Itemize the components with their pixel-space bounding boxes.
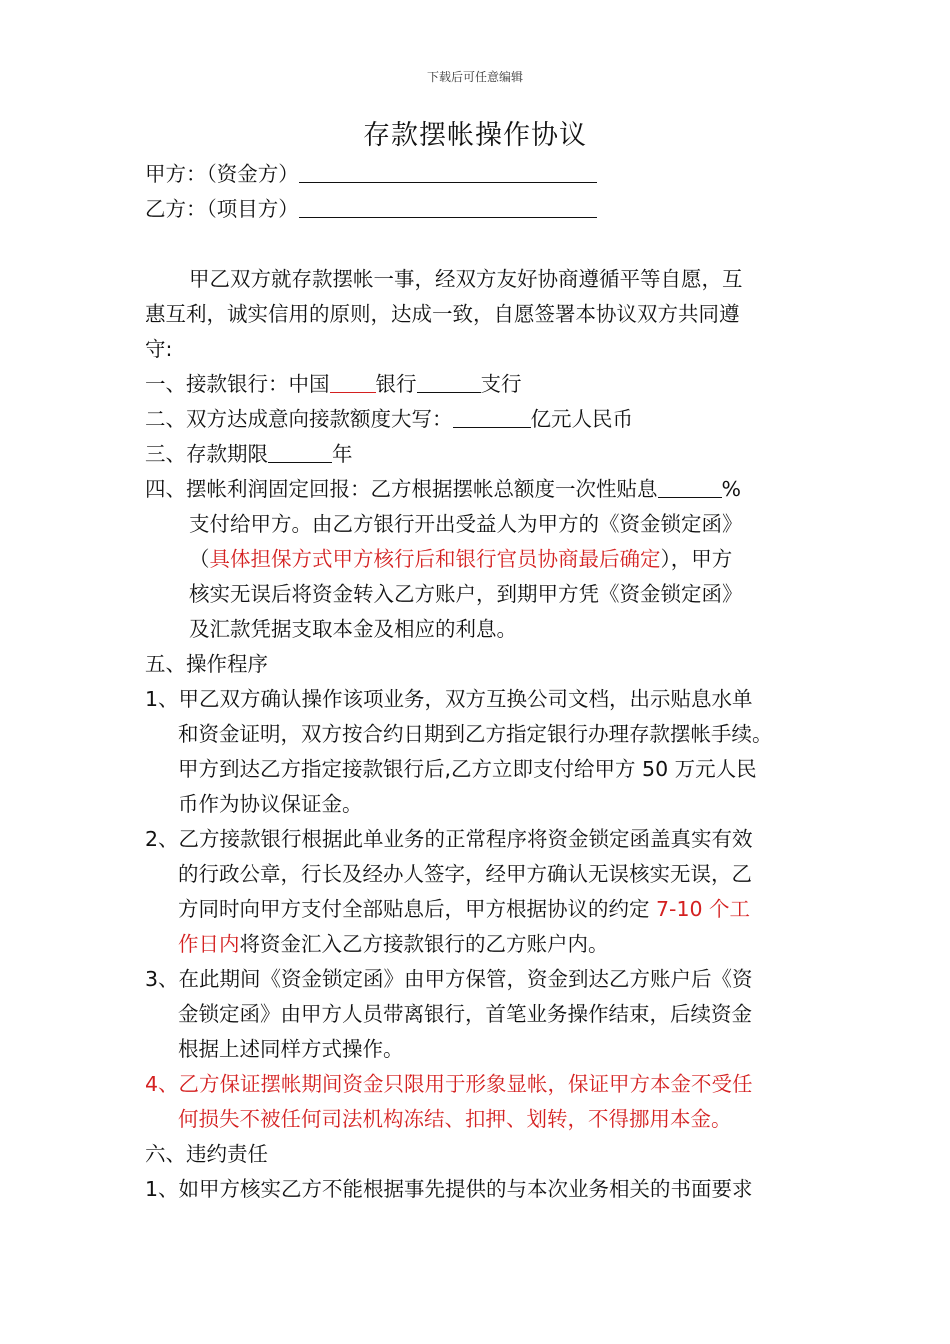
item-1-suffix: 支行	[480, 372, 522, 396]
item-1-mid: 银行	[375, 372, 417, 396]
s5-p2-line-2: 的行政公章，行长及经办人签字，经甲方确认无误核实无误，乙	[178, 862, 752, 886]
item-1-branch-blank	[417, 368, 481, 393]
s5-p3-line-1: 3、在此期间《资金锁定函》由甲方保管，资金到达乙方账户后《资	[145, 967, 753, 991]
item-4-percent: %	[721, 477, 741, 501]
s5-p2-text-cont: 将资金汇入乙方接款银行的乙方账户内。	[239, 932, 609, 956]
s5-p2-line-4	[145, 927, 815, 962]
party-b-line	[145, 192, 815, 227]
item-2-suffix: 亿元人民币	[530, 407, 633, 431]
s5-p2-text: 方同时向甲方支付全部贴息后，甲方根据协议的约定	[178, 897, 657, 921]
item-3-term	[145, 437, 815, 472]
s5-p4-line-1: 4、乙方保证摆帐期间资金只限用于形象显帐，保证甲方本金不受任	[145, 1072, 753, 1096]
party-b-blank	[299, 193, 597, 218]
item-2-amount	[145, 402, 815, 437]
intro-line-3: 守:	[145, 337, 173, 361]
section-6-heading: 六、违约责任	[145, 1142, 268, 1166]
s5-p1-line-4: 币作为协议保证金。	[178, 792, 363, 816]
document-body	[145, 157, 815, 1207]
paren-close: ），甲方	[660, 547, 733, 571]
s5-p1-line-2: 和资金证明，双方按合约日期到乙方指定银行办理存款摆帐手续。	[178, 722, 773, 746]
party-a-blank	[299, 158, 597, 183]
paren-open: （	[189, 547, 210, 571]
item-4-line-2: 支付给甲方。由乙方银行开出受益人为甲方的《资金锁定函》	[189, 512, 743, 536]
intro-line-1: 甲乙双方就存款摆帐一事，经双方友好协商遵循平等自愿，互	[189, 267, 743, 291]
item-2-prefix: 二、双方达成意向接款额度大写：	[145, 407, 453, 431]
item-3-blank	[268, 438, 332, 463]
item-4-percent-blank	[658, 473, 722, 498]
guarantee-note: 具体担保方式甲方核行后和银行官员协商最后确定	[209, 547, 661, 571]
s5-p4-line-2: 何损失不被任何司法机构冻结、扣押、划转，不得挪用本金。	[178, 1107, 732, 1131]
s5-p2-line-3	[145, 892, 815, 927]
item-2-blank	[453, 403, 531, 428]
header-note: 下载后可任意编辑	[426, 70, 523, 84]
party-b-label: 乙方：（项目方）	[145, 197, 299, 221]
s5-p3-line-2: 金锁定函》由甲方人员带离银行，首笔业务操作结束，后续资金	[178, 1002, 752, 1026]
spacer	[145, 227, 815, 262]
s5-p2-line-1: 2、乙方接款银行根据此单业务的正常程序将资金锁定函盖真实有效	[145, 827, 753, 851]
item-4-line-4: 核实无误后将资金转入乙方账户，到期甲方凭《资金锁定函》	[189, 582, 743, 606]
section-5-heading: 五、操作程序	[145, 652, 268, 676]
item-3-suffix: 年	[332, 442, 353, 466]
party-a-label: 甲方：（资金方）	[145, 162, 299, 186]
s5-p1-line-1: 1、甲乙双方确认操作该项业务，双方互换公司文档，出示贴息水单	[145, 687, 753, 711]
s5-p3-line-3: 根据上述同样方式操作。	[178, 1037, 404, 1061]
item-4-line-5: 及汇款凭据支取本金及相应的利息。	[189, 617, 517, 641]
item-4-prefix: 四、摆帐利润固定回报：乙方根据摆帐总额度一次性贴息	[145, 477, 658, 501]
document-title: 存款摆帐操作协议	[363, 120, 587, 151]
s6-p1-line-1: 1、如甲方核实乙方不能根据事先提供的与本次业务相关的书面要求	[145, 1177, 753, 1201]
party-a-line	[145, 157, 815, 192]
s5-p1-line-3: 甲方到达乙方指定接款银行后,乙方立即支付给甲方 50 万元人民	[178, 757, 757, 781]
intro-line-2: 惠互利，诚实信用的原则，达成一致，自愿签署本协议双方共同遵	[145, 302, 740, 326]
item-1-prefix: 一、接款银行：中国	[145, 372, 330, 396]
working-days-highlight: 7-10 个工	[656, 897, 751, 921]
item-3-prefix: 三、存款期限	[145, 442, 268, 466]
item-1-bank	[145, 367, 815, 402]
item-4-line-3	[145, 542, 815, 577]
item-1-bank-blank	[330, 368, 376, 393]
item-4-line-1	[145, 472, 815, 507]
working-days-highlight-cont: 作日内	[178, 932, 240, 956]
